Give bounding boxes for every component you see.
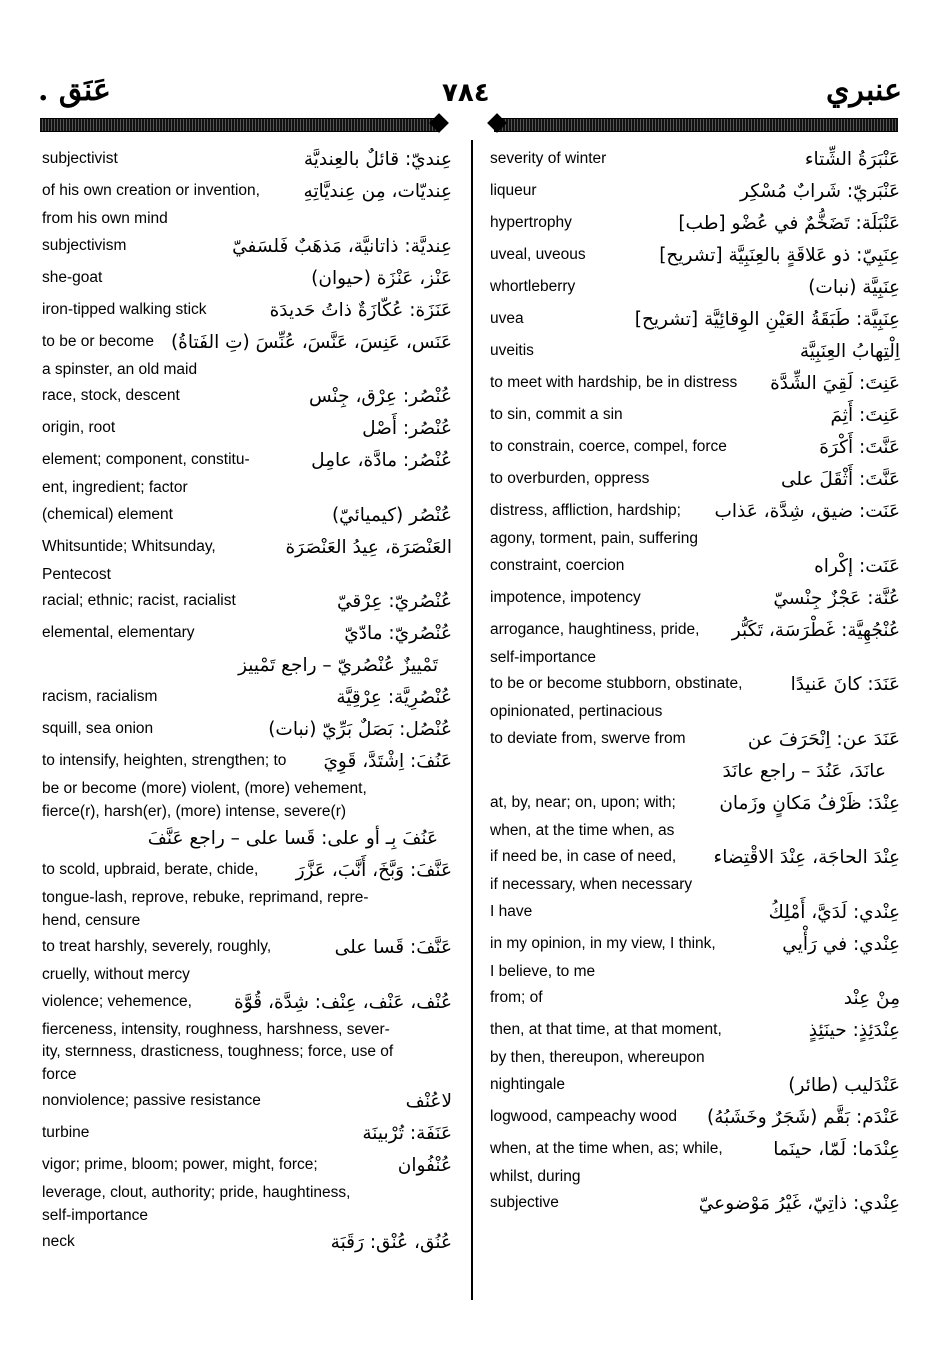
arabic-headword: عَنْدَم: بَقَّم (شَجَرٌ وخَشَبُهُ) bbox=[707, 1106, 900, 1128]
english-definition: fierce(r), harsh(er), (more) intense, severe(r) bbox=[42, 802, 347, 820]
english-definition: if need be, in case of need, bbox=[490, 848, 677, 865]
arabic-headword: عَنَّفَ: قَسا على bbox=[334, 937, 452, 958]
dictionary-entry bbox=[488, 1102, 900, 1134]
dictionary-entry bbox=[488, 983, 900, 1015]
english-definition: neck bbox=[42, 1233, 75, 1250]
dictionary-entry bbox=[488, 144, 900, 176]
dictionary-entry bbox=[40, 1227, 452, 1259]
dictionary-entry bbox=[488, 842, 900, 897]
dictionary-entry bbox=[488, 240, 900, 272]
dictionary-entry bbox=[488, 788, 900, 843]
english-definition: severity of winter bbox=[490, 150, 607, 167]
dictionary-entry bbox=[488, 724, 900, 756]
dictionary-entry bbox=[40, 295, 452, 327]
arabic-headword: عِنْدَ: ظَرْفُ مَكانٍ وزَمان bbox=[719, 792, 900, 814]
dictionary-entry bbox=[488, 176, 900, 208]
dictionary-entry bbox=[40, 586, 452, 618]
arabic-headword: عَنَّتَ: أَكْرَهَ bbox=[819, 437, 900, 458]
english-definition: turbine bbox=[42, 1124, 90, 1141]
english-definition: ent, ingredient; factor bbox=[42, 479, 188, 496]
dictionary-entry bbox=[40, 932, 452, 987]
dictionary-entry bbox=[40, 263, 452, 295]
english-definition: from; of bbox=[490, 989, 543, 1006]
english-definition: element; component, constitu- bbox=[42, 451, 250, 468]
dictionary-entry bbox=[488, 756, 900, 788]
english-definition: to be or become stubborn, obstinate, bbox=[490, 675, 743, 692]
arabic-headword: عَنْبَرَةُ الشِّتاء bbox=[804, 149, 900, 170]
left-column bbox=[40, 144, 452, 1259]
dictionary-entry bbox=[488, 464, 900, 496]
english-definition: racial; ethnic; racist, racialist bbox=[42, 592, 236, 609]
english-definition: cruelly, without mercy bbox=[42, 966, 190, 983]
english-definition: whilst, during bbox=[490, 1167, 581, 1185]
dictionary-entry bbox=[488, 551, 900, 583]
english-definition: tongue-lash, reprove, rebuke, reprimand, repre- bbox=[42, 889, 369, 906]
english-definition: origin, root bbox=[42, 419, 116, 436]
english-definition: agony, torment, pain, suffering bbox=[490, 530, 698, 547]
english-definition: impotence, impotency bbox=[490, 588, 641, 606]
english-definition: a spinster, an old maid bbox=[42, 360, 198, 378]
english-definition: by then, thereupon, whereupon bbox=[490, 1049, 705, 1066]
arabic-headword: عِنْدَئِذٍ: حينَئِذٍ bbox=[808, 1020, 900, 1041]
header-right-word: عنبري bbox=[825, 73, 902, 108]
page-number: ٧٨٤ bbox=[442, 78, 490, 108]
english-definition: logwood, campeachy wood bbox=[490, 1107, 677, 1125]
arabic-headword: عَنِتَ: أَثِمَ bbox=[830, 405, 900, 426]
arabic-headword: عَنَدَ: كانَ عَنيدًا bbox=[790, 674, 900, 695]
english-definition: to meet with hardship, be in distress bbox=[490, 374, 738, 391]
english-definition: self-importance bbox=[42, 1206, 148, 1224]
dictionary-entry bbox=[40, 682, 452, 714]
arabic-headword: عانَدَ، عَنُدَ – راجع عانَدَ bbox=[722, 760, 886, 782]
dictionary-entry bbox=[40, 381, 452, 413]
dictionary-entry bbox=[40, 231, 452, 263]
arabic-headword: عَنْدَليب (طائر) bbox=[788, 1074, 900, 1096]
dictionary-entry bbox=[40, 987, 452, 1087]
right-column bbox=[488, 144, 900, 1220]
dictionary-entry bbox=[488, 1188, 900, 1220]
english-definition: opinionated, pertinacious bbox=[490, 703, 663, 720]
header-left-word: عَنَق . bbox=[38, 73, 111, 108]
english-definition: uvea bbox=[490, 310, 524, 327]
dictionary-entry bbox=[488, 1070, 900, 1102]
arabic-headword: تَمْييزٌ عُنْصُريّ – راجع تَمْييز bbox=[238, 655, 438, 676]
english-definition: I believe, to me bbox=[490, 962, 596, 980]
arabic-headword: عُنُق، عُنْق: رَقَبَة bbox=[330, 1232, 452, 1253]
english-definition: squill, sea onion bbox=[42, 720, 154, 737]
arabic-headword: عِنْدَما: لَمّا، حينَما bbox=[773, 1138, 900, 1160]
english-definition: to constrain, coerce, compel, force bbox=[490, 438, 727, 455]
english-definition: when, at the time when, as; while, bbox=[490, 1139, 723, 1157]
english-definition: ity, sternness, drasticness, toughness; force, use of bbox=[42, 1043, 394, 1060]
arabic-headword: عُنْصُر: أَصْل bbox=[362, 418, 452, 439]
dictionary-entry bbox=[488, 929, 900, 984]
arabic-headword: عُنَّة: عَجْزٌ جِنْسيّ bbox=[773, 587, 900, 609]
dictionary-entry bbox=[40, 327, 452, 382]
english-definition: distress, affliction, hardship; bbox=[490, 502, 681, 519]
english-definition: whortleberry bbox=[490, 278, 576, 295]
arabic-headword: عَنَت: إكْراه bbox=[814, 555, 900, 577]
arabic-headword: مِنْ عِنْد bbox=[843, 988, 900, 1009]
english-definition: arrogance, haughtiness, pride, bbox=[490, 620, 700, 638]
arabic-headword: عَنَس، عَنِسَ، عَنَّسَ، عُنِّسَ (تِ الفَتاةُ) bbox=[170, 331, 452, 353]
dictionary-entry bbox=[40, 144, 452, 176]
english-definition: subjectivist bbox=[42, 150, 118, 167]
english-definition: be or become (more) violent, (more) vehement, bbox=[42, 780, 367, 797]
arabic-headword: عِنَبِيَّة (نبات) bbox=[808, 277, 900, 298]
dictionary-entry bbox=[40, 532, 452, 587]
arabic-headword: عَنَّتَ: أَثْقَلَ على bbox=[780, 469, 900, 490]
arabic-headword: عُنْجُهِيَّة: غَطْرَسَة، تَكَبُّر bbox=[731, 619, 900, 641]
arabic-headword: عَنَزَة: عُكّازَةٌ ذاتُ حَديدَة bbox=[269, 299, 452, 321]
dictionary-entry bbox=[40, 176, 452, 231]
arabic-headword: عِنديَّة: ذاتانيَّة، مَذهَبٌ فَلسَفيّ bbox=[232, 235, 452, 257]
arabic-headword: عَنَدَ عن: اِنْحَرَفَ عن bbox=[747, 728, 900, 750]
arabic-headword: عِنْدي: لَدَيَّ، أَمْلِكُ bbox=[768, 901, 900, 923]
dictionary-entry bbox=[40, 413, 452, 445]
english-definition: nightingale bbox=[490, 1075, 565, 1093]
arabic-headword: عِنديّ: قائلٌ بالعِنديَّة bbox=[303, 149, 452, 170]
english-definition: subjective bbox=[490, 1194, 559, 1211]
english-definition: at, by, near; on, upon; with; bbox=[490, 793, 676, 811]
arabic-headword: عَنَفَة: تُرْبينَة bbox=[362, 1123, 452, 1144]
dictionary-entry bbox=[488, 304, 900, 336]
dictionary-entry bbox=[488, 1015, 900, 1070]
dictionary-entry bbox=[40, 1150, 452, 1227]
english-definition: violence; vehemence, bbox=[42, 992, 192, 1010]
arabic-headword: عِنْدي: ذاتِيّ، غَيْرُ مَوْضوعيّ bbox=[698, 1193, 900, 1214]
english-definition: to treat harshly, severely, roughly, bbox=[42, 938, 272, 955]
english-definition: force bbox=[42, 1065, 77, 1083]
english-definition: Pentecost bbox=[42, 565, 111, 583]
arabic-headword: عَنُفَ بِـ أو على: قَسا على – راجع عَنَّفَ bbox=[147, 828, 438, 849]
english-definition: to intensify, heighten, strengthen; to bbox=[42, 752, 287, 769]
arabic-headword: عُنْصُر: عِرْق، جِنْس bbox=[308, 386, 452, 407]
arabic-headword: عَنْبَلَة: تَضَخُّمٌ في عُضْو [طب] bbox=[678, 213, 900, 234]
english-definition: vigor; prime, bloom; power, might, force; bbox=[42, 1156, 318, 1173]
english-definition: Whitsuntide; Whitsunday, bbox=[42, 537, 216, 555]
english-definition: from his own mind bbox=[42, 210, 168, 227]
arabic-headword: عِنديّات، مِن عِنديَّاتِهِ bbox=[303, 181, 452, 202]
english-definition: elemental, elementary bbox=[42, 624, 195, 641]
english-definition: iron-tipped walking stick bbox=[42, 300, 207, 318]
english-definition: leverage, clout, authority; pride, haughtiness, bbox=[42, 1184, 351, 1201]
arabic-headword: عَنِتَ: لَقِيَ الشِّدَّة bbox=[770, 373, 900, 394]
arabic-headword: عُنْف، عَنْف، عِنْف: شِدَّة، قُوَّة bbox=[234, 991, 452, 1013]
english-definition: she-goat bbox=[42, 268, 103, 286]
dictionary-entry bbox=[488, 368, 900, 400]
arabic-headword: عِنْدي: في رَأْيي bbox=[782, 933, 900, 955]
dictionary-entry bbox=[488, 336, 900, 368]
dictionary-entry bbox=[488, 583, 900, 615]
english-definition: to scold, upbraid, berate, chide, bbox=[42, 861, 259, 878]
arabic-headword: عَنْبَريّ: شَرابٌ مُسْكِر bbox=[740, 181, 900, 202]
english-definition: I have bbox=[490, 902, 533, 920]
dictionary-entry bbox=[488, 615, 900, 670]
arabic-headword: عُنْصُرِيَّة: عِرْقِيَّة bbox=[336, 687, 452, 708]
dictionary-entry bbox=[40, 1118, 452, 1150]
english-definition: to overburden, oppress bbox=[490, 470, 650, 487]
dictionary-entry bbox=[40, 445, 452, 500]
arabic-headword: عِنْدَ الحاجَة، عِنْدَ الاقْتِضاء bbox=[713, 847, 900, 868]
dictionary-entry bbox=[488, 1134, 900, 1189]
english-definition: (chemical) element bbox=[42, 505, 173, 523]
dictionary-entry bbox=[40, 500, 452, 532]
english-definition: to deviate from, swerve from bbox=[490, 729, 686, 747]
arabic-headword: عَنْز، عَنْزَة (حيوان) bbox=[311, 267, 452, 289]
arabic-headword: عُنْصُريّ: مادّيّ bbox=[344, 623, 452, 644]
english-definition: liqueur bbox=[490, 182, 537, 199]
english-definition: if necessary, when necessary bbox=[490, 876, 693, 893]
arabic-headword: العَنْصَرَة، عِيدُ العَنْصَرَة bbox=[285, 536, 452, 558]
english-definition: when, at the time when, as bbox=[490, 821, 675, 839]
arabic-headword: عِنَبِيَّة: طَبَقَةُ العَيْنِ الوِقائِيَّة [تشريح] bbox=[634, 309, 900, 330]
header-rule-right bbox=[494, 118, 898, 132]
dictionary-entry bbox=[488, 272, 900, 304]
english-definition: nonviolence; passive resistance bbox=[42, 1092, 261, 1109]
column-divider bbox=[471, 140, 473, 1300]
dictionary-entry bbox=[488, 496, 900, 551]
arabic-headword: عُنْفُوان bbox=[397, 1155, 452, 1176]
dictionary-entry bbox=[488, 400, 900, 432]
english-definition: self-importance bbox=[490, 648, 596, 666]
english-definition: to sin, commit a sin bbox=[490, 406, 623, 423]
dictionary-entry bbox=[40, 618, 452, 650]
arabic-headword: عِنَبِيّ: ذو عَلاقَةٍ بالعِنَبِيَّة [تشريح] bbox=[659, 245, 900, 266]
arabic-headword: عُنْصُريّ: عِرْقيّ bbox=[337, 591, 452, 612]
english-definition: hend, censure bbox=[42, 911, 141, 929]
english-definition: constraint, coercion bbox=[490, 556, 625, 574]
header-rule-left bbox=[40, 118, 440, 132]
english-definition: uveitis bbox=[490, 342, 534, 359]
dictionary-entry bbox=[488, 208, 900, 240]
arabic-headword: لاعُنْف bbox=[405, 1091, 452, 1112]
dictionary-entry bbox=[40, 823, 452, 855]
english-definition: subjectivism bbox=[42, 236, 127, 254]
dictionary-entry bbox=[40, 746, 452, 823]
dictionary-entry bbox=[40, 650, 452, 682]
english-definition: hypertrophy bbox=[490, 214, 572, 231]
english-definition: to be or become bbox=[42, 332, 155, 350]
dictionary-entry bbox=[488, 897, 900, 929]
dictionary-entry bbox=[40, 1086, 452, 1118]
arabic-headword: عُنْصُل: بَصَلٌ بَرِّيّ (نبات) bbox=[268, 719, 452, 740]
dictionary-entry bbox=[40, 714, 452, 746]
arabic-headword: عُنْصُر (كيميائيّ) bbox=[331, 504, 452, 526]
arabic-headword: عَنَّفَ: وَبَّخَ، أَنَّبَ، عَزَّرَ bbox=[295, 860, 452, 881]
arabic-headword: عُنْصُر: مادَّة، عامِل bbox=[311, 450, 452, 471]
dictionary-entry bbox=[488, 432, 900, 464]
arabic-headword: عَنُفَ: اِشْتَدَّ، قَوِيَ bbox=[323, 751, 452, 772]
english-definition: race, stock, descent bbox=[42, 387, 180, 404]
arabic-headword: عَنَت: ضيق، شِدَّة، عَذاب bbox=[714, 501, 900, 522]
dictionary-entry bbox=[488, 669, 900, 724]
english-definition: racism, racialism bbox=[42, 688, 158, 705]
english-definition: of his own creation or invention, bbox=[42, 182, 260, 199]
english-definition: then, at that time, at that moment, bbox=[490, 1021, 722, 1038]
english-definition: uveal, uveous bbox=[490, 246, 586, 263]
arabic-headword: اِلْتِهابُ العِنَبِيَّة bbox=[799, 341, 900, 362]
english-definition: fierceness, intensity, roughness, harshness, sever- bbox=[42, 1020, 390, 1038]
dictionary-entry bbox=[40, 855, 452, 932]
english-definition: in my opinion, in my view, I think, bbox=[490, 934, 716, 952]
